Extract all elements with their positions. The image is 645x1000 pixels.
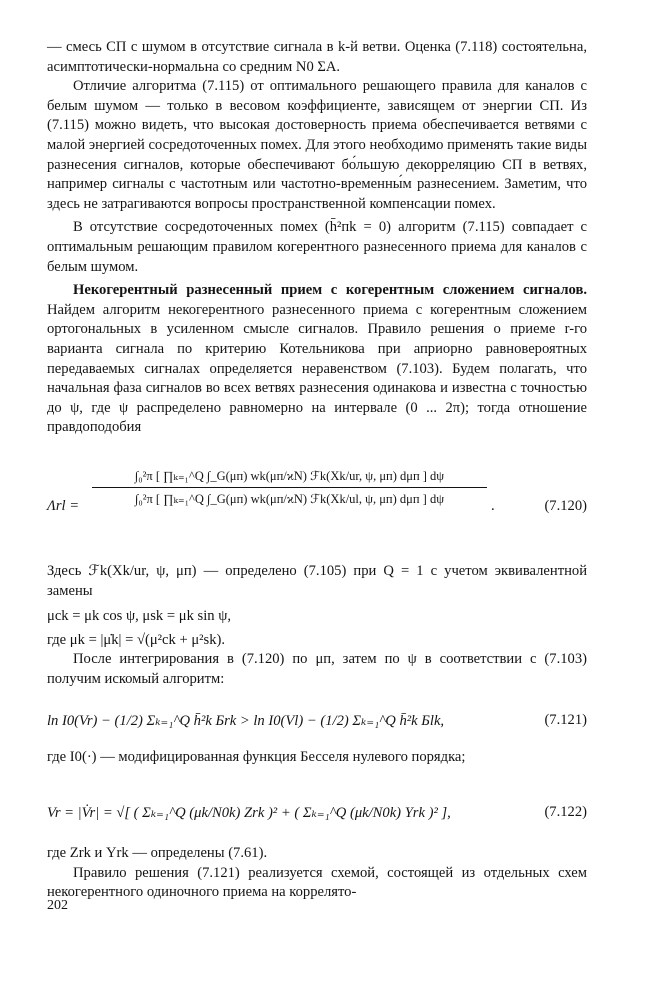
equation-7-122: [47, 792, 587, 838]
paragraph-noncoherent-reception: [47, 281, 587, 438]
equation-7-120-denominator: ∫₀²π [ ∏ₖ₌₁^Q ∫_G(μп) wk(μп/ϰN) ℱk(Xk/ul, ψ, μп) dμп ] dψ: [134, 492, 445, 506]
paragraph-here-defined: Здесь ℱk(Xk/ur, ψ, μп) — определено (7.105) при Q = 1 с учетом эквивалентной замены: [47, 563, 587, 599]
equation-7-121-body: ln I0(Vr) − (1/2) Σₖ₌₁^Q h̄²k Бrk > ln I0(Vl) − (1/2) Σₖ₌₁^Q h̄²k Бlk,: [47, 713, 445, 729]
paragraph-decision-rule: Правило решения (7.121) реализуется схемой, состоящей из отдельных схем некогерентного одиночного приема на коррелято-: [47, 864, 587, 901]
equation-7-122-body: Vr = |V̇r| = √[ ( Σₖ₌₁^Q (μk/N0k) Zrk )² + ( Σₖ₌₁^Q (μk/N0k) Yrk )² ],: [47, 805, 451, 821]
paragraph-bessel: где I0(·) — модифицированная функция Бесселя нулевого порядка;: [47, 749, 466, 765]
equation-7-121: [47, 704, 587, 744]
paragraph-continuation: — смесь СП с шумом в отсутствие сигнала в k-й ветви. Оценка (7.118) состоятельна, асимптотически-нормальна со средним N0 ΣA.: [47, 39, 587, 75]
text-section-bottom: [47, 844, 587, 903]
equation-7-120-numerator: ∫₀²π [ ∏ₖ₌₁^Q ∫_G(μп) wk(μп/ϰN) ℱk(Xk/ur, ψ, μп) dμп ] dψ: [134, 469, 445, 483]
equation-7-120-tail: .: [491, 498, 495, 514]
text-section-middle: [47, 562, 587, 690]
section-heading: Некогерентный разнесенный прием с когерентным сложением сигналов.: [73, 282, 587, 299]
equation-7-120: [47, 462, 587, 557]
equation-7-120-number: (7.120): [544, 498, 587, 514]
text-section-top: [47, 38, 587, 438]
page-number: 202: [47, 898, 68, 913]
text-section-bessel: [47, 748, 587, 768]
paragraph-no-interference: В отсутствие сосредоточенных помех (h̄²пk = 0) алгоритм (7.115) совпадает с оптимальным решающим правилом когерентного разнесенного приема для каналов с белым шумом.: [47, 219, 587, 275]
paragraph-zrk-yrk: где Zrk и Yrk — определены (7.61).: [47, 845, 268, 861]
fraction-bar: [92, 487, 487, 488]
equation-7-120-fraction: [92, 468, 487, 507]
paragraph-algorithm-difference: Отличие алгоритма (7.115) от оптимального решающего правила для каналов с белым шумом — только в весовом коэффициенте, зависящем от энергии СП. Из (7.115) можно видеть, что высокая достоверность приема обеспечивается ветвями с малой энергией сосредоточенных помех. Для этого необходимо применять такие виды разнесения сигналов, которые обеспечивают бо́льшую декорреляцию СП в ветвях, например сигналы с частотным или частотно-временны́м разнесением. Заметим, что здесь не затрагиваются вопросы пространственной компенсации помех.: [47, 78, 587, 212]
paragraph-after-integration: После интегрирования в (7.120) по μп, затем по ψ в соответствии с (7.103) получим искомый алгоритм:: [47, 651, 587, 687]
where-mu-line: где μk = |μ̇k| = √(μ²ck + μ²sk).: [47, 631, 226, 648]
equation-7-121-number: (7.121): [544, 712, 587, 728]
section-body: Найдем алгоритм некогерентного разнесенного приема с когерентным сложением ортогональных в усиленном смысле сигналов. Правило решения о приеме r-го варианта сигнала по критерию Котельникова при априорно равновероятных передаваемых сигналах определяется неравенством (7.103). Будем полагать, что начальная фаза сигналов во всех ветвях разнесения одинакова и известна с точностью до ψ, где ψ распределено равномерно на интервале (0 ... 2π); тогда отношение правдоподобия: [47, 301, 587, 436]
equation-7-120-lhs: Λrl =: [47, 498, 80, 514]
equation-7-122-number: (7.122): [544, 804, 587, 820]
substitution-line: μck = μk cos ψ, μsk = μk sin ψ,: [47, 608, 231, 625]
